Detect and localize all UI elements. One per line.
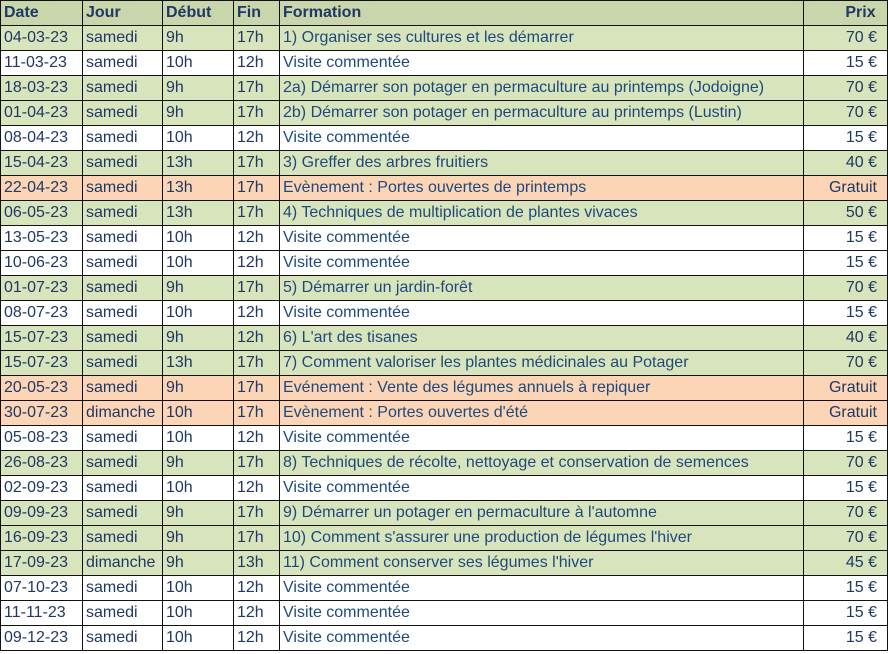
cell-prix: 40 € — [804, 151, 888, 176]
cell-debut: 10h — [163, 51, 234, 76]
table-header — [1, 1, 888, 26]
table-row — [1, 451, 888, 476]
cell-prix: 70 € — [804, 101, 888, 126]
header-jour: Jour — [83, 1, 163, 26]
cell-fin: 17h — [234, 76, 280, 101]
cell-formation: 3) Greffer des arbres fruitiers — [280, 151, 804, 176]
header-prix: Prix — [804, 1, 888, 26]
cell-debut: 9h — [163, 376, 234, 401]
cell-jour: samedi — [83, 501, 163, 526]
cell-date: 30-07-23 — [1, 401, 83, 426]
cell-fin: 17h — [234, 201, 280, 226]
table-row — [1, 601, 888, 626]
cell-date: 13-05-23 — [1, 226, 83, 251]
cell-prix: Gratuit — [804, 376, 888, 401]
header-row — [1, 1, 888, 26]
cell-date: 06-05-23 — [1, 201, 83, 226]
cell-prix: 70 € — [804, 26, 888, 51]
cell-prix: 70 € — [804, 501, 888, 526]
table-row — [1, 326, 888, 351]
table-row — [1, 26, 888, 51]
cell-debut: 13h — [163, 151, 234, 176]
cell-debut: 10h — [163, 576, 234, 601]
cell-date: 08-04-23 — [1, 126, 83, 151]
cell-prix: Gratuit — [804, 401, 888, 426]
table-row — [1, 176, 888, 201]
cell-date: 22-04-23 — [1, 176, 83, 201]
table-row — [1, 101, 888, 126]
cell-prix: Gratuit — [804, 176, 888, 201]
cell-date: 10-06-23 — [1, 251, 83, 276]
cell-fin: 12h — [234, 126, 280, 151]
cell-jour: samedi — [83, 26, 163, 51]
cell-formation: Visite commentée — [280, 126, 804, 151]
cell-prix: 15 € — [804, 626, 888, 651]
header-date: Date — [1, 1, 83, 26]
cell-debut: 10h — [163, 401, 234, 426]
cell-jour: samedi — [83, 326, 163, 351]
cell-formation: Evénement : Vente des légumes annuels à repiquer — [280, 376, 804, 401]
cell-prix: 15 € — [804, 301, 888, 326]
cell-prix: 15 € — [804, 51, 888, 76]
table-row — [1, 351, 888, 376]
cell-jour: dimanche — [83, 401, 163, 426]
cell-date: 11-11-23 — [1, 601, 83, 626]
cell-debut: 10h — [163, 626, 234, 651]
cell-jour: samedi — [83, 351, 163, 376]
cell-formation: Visite commentée — [280, 251, 804, 276]
cell-debut: 10h — [163, 301, 234, 326]
cell-jour: samedi — [83, 376, 163, 401]
cell-formation: 4) Techniques de multiplication de plantes vivaces — [280, 201, 804, 226]
table-row — [1, 476, 888, 501]
cell-formation: Visite commentée — [280, 426, 804, 451]
table-row — [1, 576, 888, 601]
cell-fin: 17h — [234, 26, 280, 51]
cell-prix: 70 € — [804, 451, 888, 476]
cell-date: 02-09-23 — [1, 476, 83, 501]
cell-prix: 15 € — [804, 251, 888, 276]
header-formation: Formation — [280, 1, 804, 26]
cell-fin: 12h — [234, 476, 280, 501]
cell-formation: Evènement : Portes ouvertes de printemps — [280, 176, 804, 201]
table-row — [1, 226, 888, 251]
cell-prix: 15 € — [804, 226, 888, 251]
cell-jour: samedi — [83, 176, 163, 201]
cell-prix: 15 € — [804, 426, 888, 451]
table-row — [1, 251, 888, 276]
cell-jour: samedi — [83, 626, 163, 651]
table-row — [1, 151, 888, 176]
cell-formation: Visite commentée — [280, 476, 804, 501]
cell-fin: 17h — [234, 351, 280, 376]
table-row — [1, 626, 888, 651]
cell-fin: 17h — [234, 401, 280, 426]
table-body — [1, 26, 888, 651]
cell-date: 16-09-23 — [1, 526, 83, 551]
cell-date: 18-03-23 — [1, 76, 83, 101]
cell-prix: 15 € — [804, 126, 888, 151]
cell-jour: samedi — [83, 301, 163, 326]
cell-debut: 10h — [163, 426, 234, 451]
cell-fin: 12h — [234, 226, 280, 251]
cell-debut: 9h — [163, 551, 234, 576]
cell-date: 01-07-23 — [1, 276, 83, 301]
table-row — [1, 526, 888, 551]
cell-formation: Visite commentée — [280, 601, 804, 626]
cell-debut: 10h — [163, 251, 234, 276]
cell-debut: 9h — [163, 451, 234, 476]
cell-debut: 9h — [163, 276, 234, 301]
cell-prix: 50 € — [804, 201, 888, 226]
cell-jour: dimanche — [83, 551, 163, 576]
cell-formation: Visite commentée — [280, 301, 804, 326]
table-row — [1, 426, 888, 451]
cell-fin: 17h — [234, 276, 280, 301]
cell-prix: 70 € — [804, 351, 888, 376]
cell-date: 17-09-23 — [1, 551, 83, 576]
table-row — [1, 276, 888, 301]
cell-prix: 45 € — [804, 551, 888, 576]
table-row — [1, 551, 888, 576]
cell-jour: samedi — [83, 451, 163, 476]
cell-prix: 70 € — [804, 276, 888, 301]
cell-debut: 10h — [163, 601, 234, 626]
cell-fin: 17h — [234, 501, 280, 526]
table-row — [1, 501, 888, 526]
cell-jour: samedi — [83, 201, 163, 226]
cell-jour: samedi — [83, 276, 163, 301]
cell-date: 09-09-23 — [1, 501, 83, 526]
cell-debut: 9h — [163, 326, 234, 351]
table-row — [1, 301, 888, 326]
cell-formation: 8) Techniques de récolte, nettoyage et conservation de semences — [280, 451, 804, 476]
cell-fin: 12h — [234, 426, 280, 451]
cell-prix: 70 € — [804, 76, 888, 101]
cell-fin: 17h — [234, 176, 280, 201]
cell-jour: samedi — [83, 76, 163, 101]
cell-formation: Visite commentée — [280, 626, 804, 651]
cell-jour: samedi — [83, 526, 163, 551]
cell-formation: 6) L'art des tisanes — [280, 326, 804, 351]
cell-date: 11-03-23 — [1, 51, 83, 76]
cell-date: 05-08-23 — [1, 426, 83, 451]
cell-date: 15-07-23 — [1, 326, 83, 351]
cell-fin: 12h — [234, 301, 280, 326]
cell-debut: 9h — [163, 26, 234, 51]
cell-fin: 17h — [234, 376, 280, 401]
cell-debut: 13h — [163, 351, 234, 376]
cell-jour: samedi — [83, 226, 163, 251]
table-row — [1, 126, 888, 151]
table-row — [1, 201, 888, 226]
cell-fin: 12h — [234, 326, 280, 351]
cell-formation: Visite commentée — [280, 226, 804, 251]
cell-fin: 12h — [234, 251, 280, 276]
table-row — [1, 401, 888, 426]
cell-date: 08-07-23 — [1, 301, 83, 326]
cell-fin: 12h — [234, 576, 280, 601]
cell-formation: 9) Démarrer un potager en permaculture à l'automne — [280, 501, 804, 526]
cell-fin: 12h — [234, 626, 280, 651]
table-row — [1, 76, 888, 101]
table-row — [1, 376, 888, 401]
cell-debut: 9h — [163, 101, 234, 126]
cell-jour: samedi — [83, 251, 163, 276]
cell-debut: 9h — [163, 76, 234, 101]
cell-jour: samedi — [83, 426, 163, 451]
cell-prix: 15 € — [804, 576, 888, 601]
cell-date: 04-03-23 — [1, 26, 83, 51]
cell-jour: samedi — [83, 101, 163, 126]
header-debut: Début — [163, 1, 234, 26]
cell-fin: 12h — [234, 601, 280, 626]
cell-jour: samedi — [83, 576, 163, 601]
cell-formation: 2b) Démarrer son potager en permaculture au printemps (Lustin) — [280, 101, 804, 126]
cell-debut: 9h — [163, 501, 234, 526]
cell-date: 26-08-23 — [1, 451, 83, 476]
cell-jour: samedi — [83, 126, 163, 151]
cell-debut: 10h — [163, 226, 234, 251]
cell-jour: samedi — [83, 51, 163, 76]
header-fin: Fin — [234, 1, 280, 26]
cell-debut: 9h — [163, 526, 234, 551]
cell-debut: 13h — [163, 176, 234, 201]
cell-fin: 17h — [234, 451, 280, 476]
cell-debut: 10h — [163, 476, 234, 501]
cell-prix: 15 € — [804, 476, 888, 501]
cell-fin: 12h — [234, 51, 280, 76]
cell-prix: 70 € — [804, 526, 888, 551]
cell-debut: 10h — [163, 126, 234, 151]
cell-jour: samedi — [83, 476, 163, 501]
cell-prix: 15 € — [804, 601, 888, 626]
cell-formation: 5) Démarrer un jardin-forêt — [280, 276, 804, 301]
cell-formation: 11) Comment conserver ses légumes l'hiver — [280, 551, 804, 576]
cell-date: 01-04-23 — [1, 101, 83, 126]
cell-formation: 2a) Démarrer son potager en permaculture au printemps (Jodoigne) — [280, 76, 804, 101]
cell-debut: 13h — [163, 201, 234, 226]
cell-jour: samedi — [83, 151, 163, 176]
cell-date: 20-05-23 — [1, 376, 83, 401]
cell-fin: 17h — [234, 151, 280, 176]
cell-fin: 17h — [234, 526, 280, 551]
cell-formation: 1) Organiser ses cultures et les démarrer — [280, 26, 804, 51]
cell-formation: Visite commentée — [280, 576, 804, 601]
cell-formation: 10) Comment s'assurer une production de légumes l'hiver — [280, 526, 804, 551]
cell-date: 15-04-23 — [1, 151, 83, 176]
table-row — [1, 51, 888, 76]
cell-formation: Evènement : Portes ouvertes d'été — [280, 401, 804, 426]
cell-fin: 17h — [234, 101, 280, 126]
cell-formation: 7) Comment valoriser les plantes médicinales au Potager — [280, 351, 804, 376]
cell-fin: 13h — [234, 551, 280, 576]
cell-date: 09-12-23 — [1, 626, 83, 651]
cell-date: 07-10-23 — [1, 576, 83, 601]
cell-prix: 40 € — [804, 326, 888, 351]
cell-jour: samedi — [83, 601, 163, 626]
cell-date: 15-07-23 — [1, 351, 83, 376]
cell-formation: Visite commentée — [280, 51, 804, 76]
